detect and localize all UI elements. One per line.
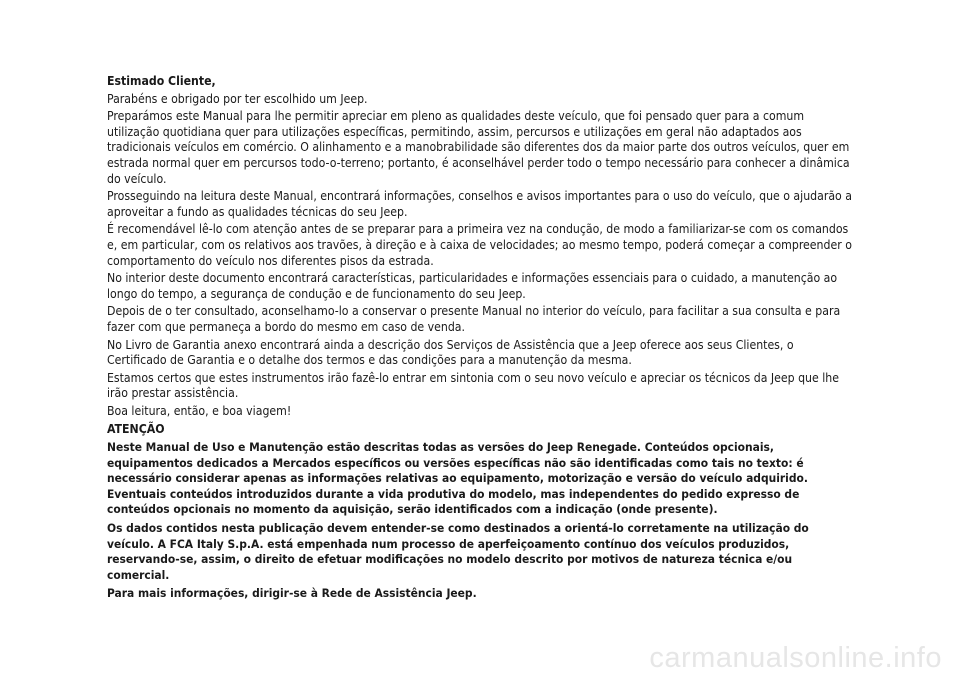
paragraph-thanks: Parabéns e obrigado por ter escolhido um Jeep.: [107, 91, 368, 106]
paragraph-assistance: Estamos certos que estes instrumentos irão fazê-lo entrar em sintonia com o seu novo veículo e apreciar os técnicos da Jeep que lhe irão prestar assistência.: [107, 370, 839, 401]
greeting: Estimado Cliente,: [107, 74, 216, 88]
paragraph-recommendation: É recomendável lê-lo com atenção antes de se preparar para a primeira vez na condução, de modo a familiarizar-se com os comandos e, em particular, com os relativos aos travões, à direção e à caixa de velocidades; ao mesmo tempo, poderá começar a compreender o comportamento do veículo nos diferentes pisos da estrada.: [107, 222, 852, 268]
attention-more-info: Para mais informações, dirigir-se à Rede de Assistência Jeep.: [107, 586, 477, 601]
paragraph-closing: Boa leitura, então, e boa viagem!: [107, 403, 292, 418]
attention-heading: ATENÇÃO: [107, 422, 165, 437]
paragraph-reading: Prosseguindo na leitura deste Manual, encontrará informações, conselhos e avisos importantes para o uso do veículo, que o ajudarão a aproveitar a fundo as qualidades técnicas do seu Jeep.: [107, 189, 852, 219]
site-watermark: carmanualsonline.info: [649, 642, 942, 674]
paragraph-manual-purpose: Preparámos este Manual para lhe permitir apreciar em pleno as qualidades deste veículo, que foi pensado quer para a comum utilização quotidiana quer para utilizações específicas, permitindo, assim, percursos e utilizações em geral não adaptados aos tradicionais veículos em comércio. O alinhamento e a manobrabilidade são diferentes dos da maior parte dos outros veículos, quer em estrada normal quer em percursos todo-o-terreno; portanto, é aconselhável perder todo o tempo necessário para conhecer a dinâmica do veículo.: [107, 109, 850, 186]
paragraph-contents: No interior deste documento encontrará características, particularidades e informações essenciais para o cuidado, a manutenção ao longo do tempo, a segurança de condução e de funcionamento do seu Jeep.: [107, 271, 838, 301]
paragraph-keep-manual: Depois de o ter consultado, aconselhamo-lo a conservar o presente Manual no interior do veículo, para facilitar a sua consulta e para fazer com que permaneça a bordo do mesmo em caso de venda.: [107, 304, 841, 334]
attention-versions: Neste Manual de Uso e Manutenção estão descritas todas as versões do Jeep Renegade. Conteúdos opcionais, equipamentos dedicados a Mercados específicos ou versões específicas não são identificadas como tais no texto: é necessário considerar apenas as informações relativas ao equipamento, motorização e versão do veículo adquirido. Eventuais conteúdos introduzidos durante a vida produtiva do modelo, mas independentes do pedido expresso de conteúdos opcionais no momento da aquisição, serão identificados com a indicação (onde presente).: [107, 440, 808, 517]
attention-data-disclaimer: Os dados contidos nesta publicação devem entender-se como destinados a orientá-lo corretamente na utilização do veículo. A FCA Italy S.p.A. está empenhada num processo de aperfeiçoamento contínuo dos veículos produzidos, reservando-se, assim, o direito de efetuar modificações no modelo descrito por motivos de natureza técnica e/ou comercial.: [107, 521, 809, 582]
paragraph-warranty: No Livro de Garantia anexo encontrará ainda a descrição dos Serviços de Assistência que a Jeep oferece aos seus Clientes, o Certificado de Garantia e o detalhe dos termos e das condições para a manutenção da mesma.: [107, 337, 794, 368]
manual-intro-page: [107, 74, 855, 605]
